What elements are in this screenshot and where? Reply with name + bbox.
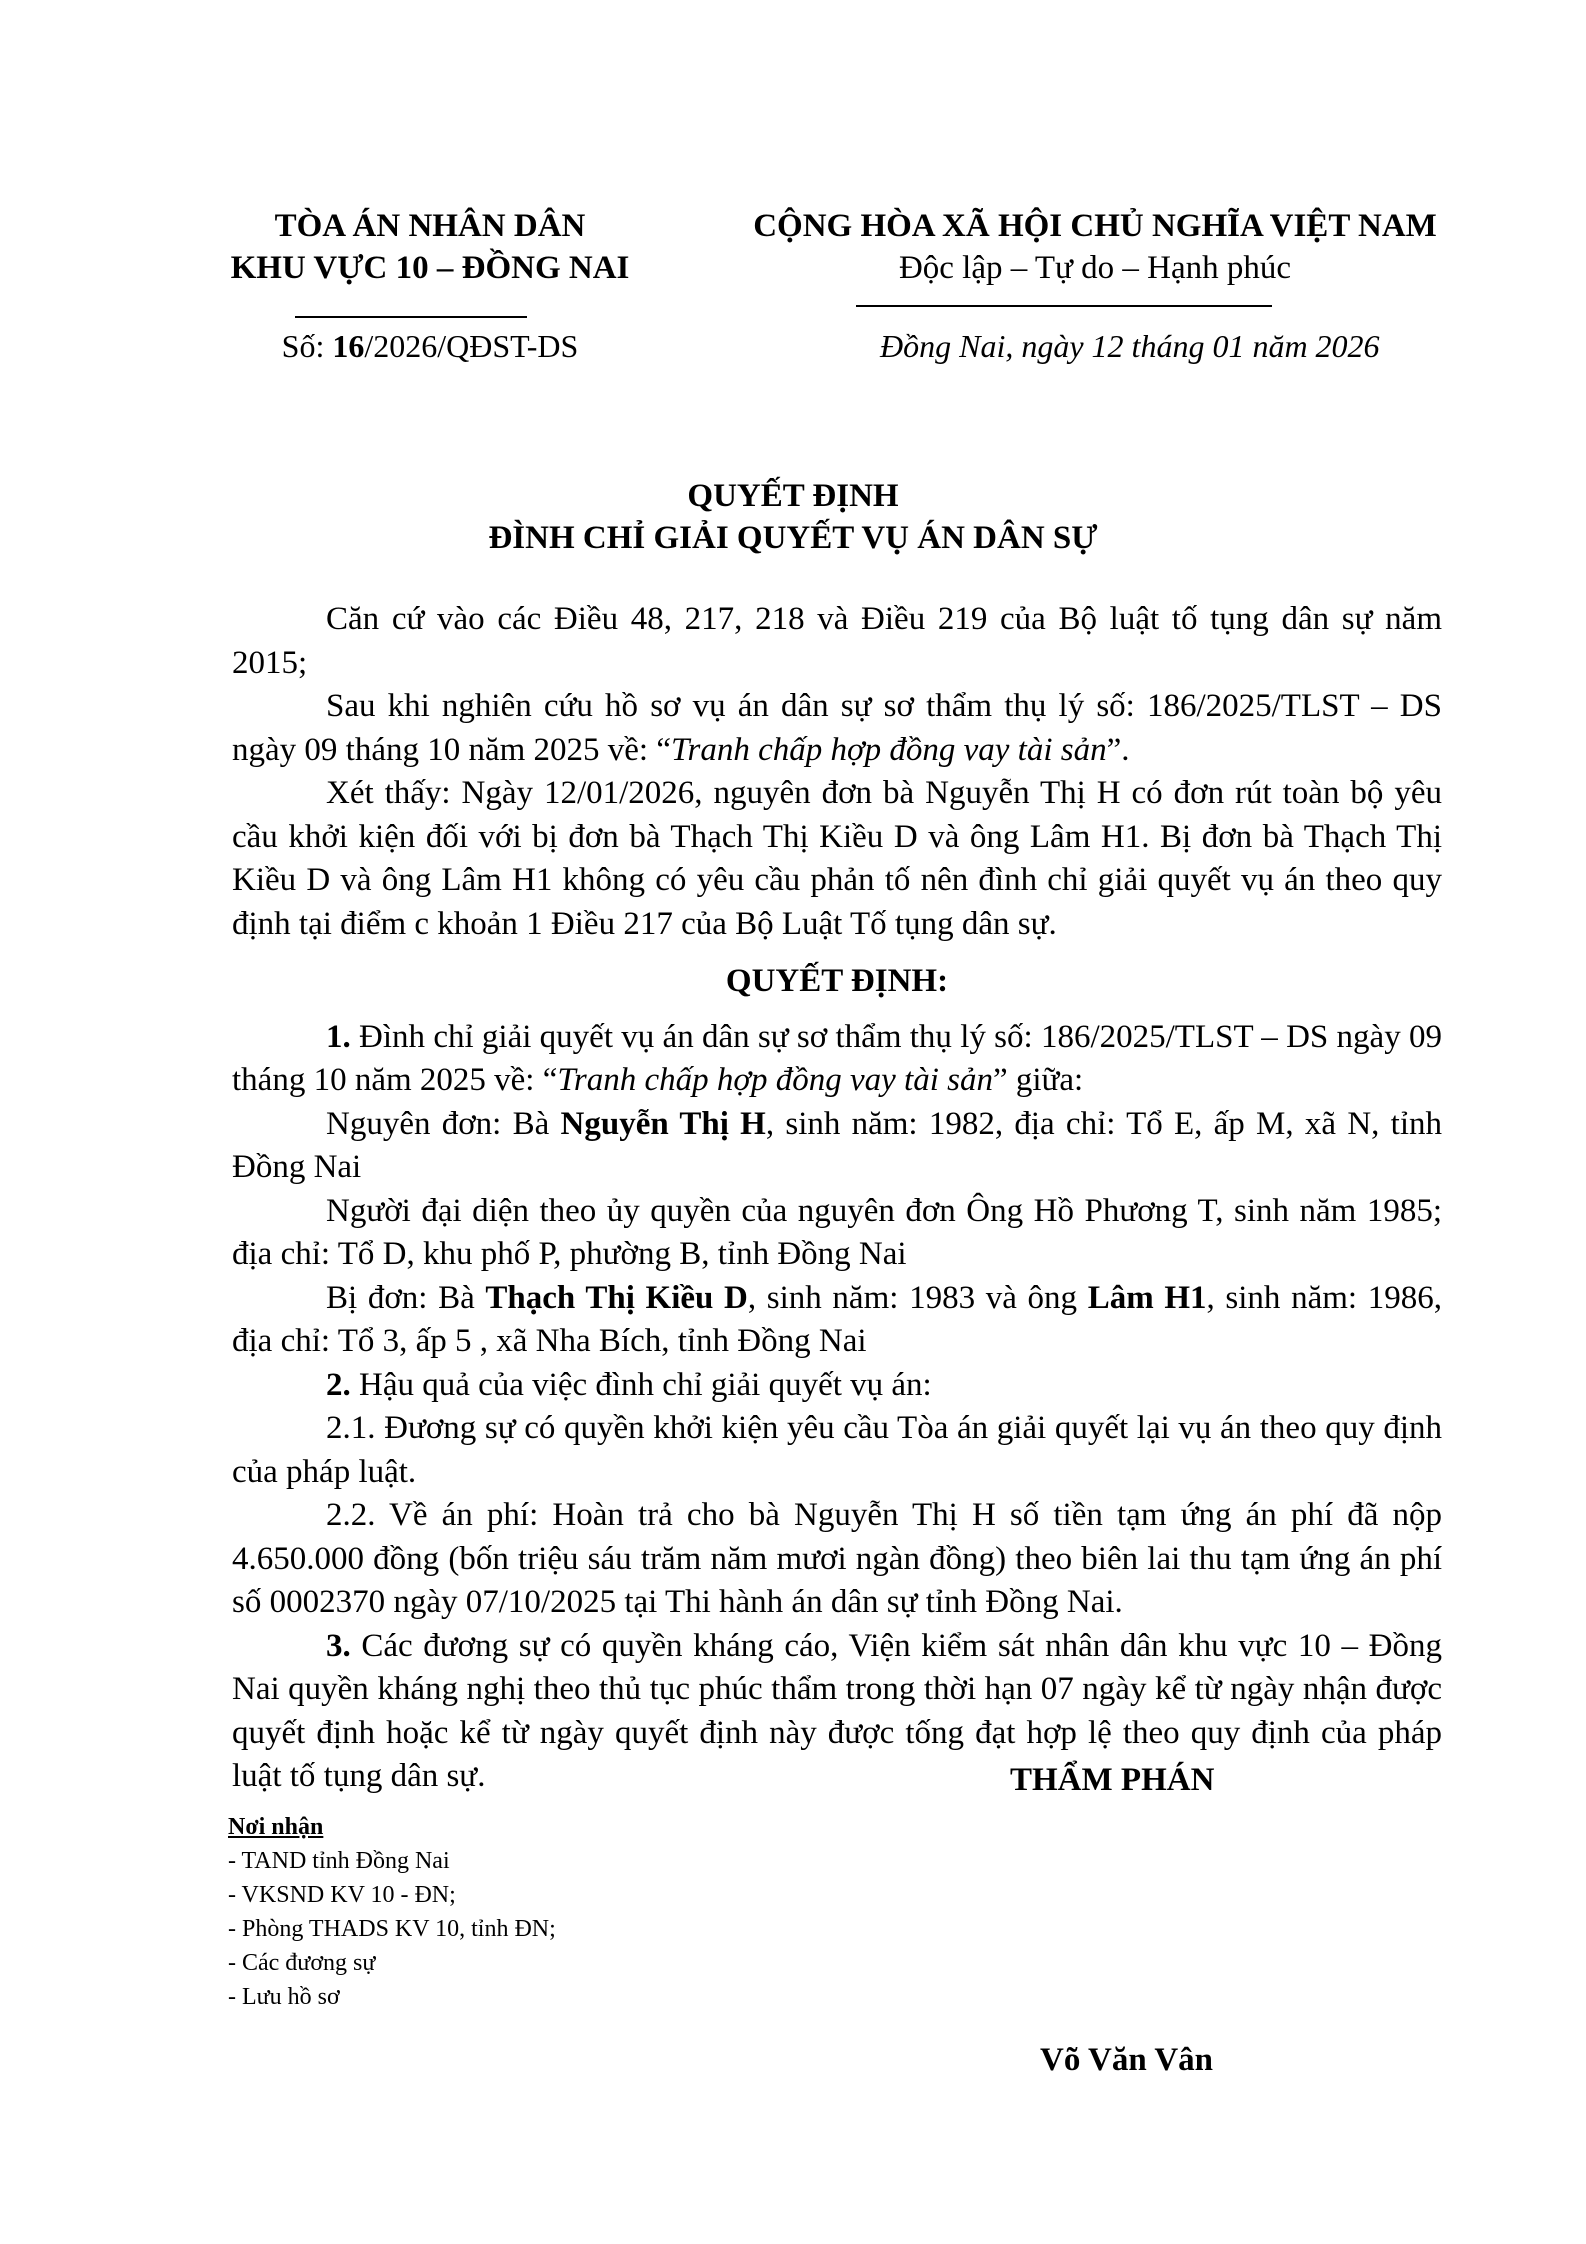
defendant-mid: , sinh năm: 1983 và ông xyxy=(747,1279,1088,1316)
national-motto: Độc lập – Tự do – Hạnh phúc xyxy=(898,250,1292,286)
recipient-item: - VKSND KV 10 - ĐN; xyxy=(228,1882,456,1908)
representative-info: Người đại diện theo ủy quyền của nguyên đơn Ông Hồ Phương T, sinh năm 1985; địa chỉ: Tổ D, khu phố P, phường B, tỉnh Đồng Nai xyxy=(232,1192,1442,1272)
item-1-number: 1. xyxy=(326,1018,351,1055)
item-3-number: 3. xyxy=(326,1627,351,1664)
recipient-item: - Các đương sự xyxy=(228,1950,376,1976)
plaintiff-info xyxy=(232,1103,1442,1190)
defendant-info xyxy=(232,1277,1442,1364)
item-2-text: Hậu quả của việc đình chỉ giải quyết vụ án: xyxy=(350,1366,932,1403)
preamble-legal-basis: Căn cứ vào các Điều 48, 217, 218 và Điều 219 của Bộ luật tố tụng dân sự năm 2015; xyxy=(232,601,1442,681)
defendant-name-1: Thạch Thị Kiều D xyxy=(485,1279,748,1316)
doc-number-suffix: /2026/QĐST-DS xyxy=(364,328,579,364)
plaintiff-name: Nguyễn Thị H xyxy=(560,1105,766,1142)
item-3-text: Các đương sự có quyền kháng cáo, Viện kiểm sát nhân dân khu vực 10 – Đồng Nai quyền kháng nghị theo thủ tục phúc thẩm trong thời hạn 07 ngày kể từ ngày nhận được quyết định hoặc kể từ ngày quyết định này được tống đạt hợp lệ theo quy định của pháp luật tố tụng dân sự. xyxy=(232,1627,1442,1794)
decision-item-1 xyxy=(232,1016,1442,1103)
decision-item-2 xyxy=(232,1364,1442,1408)
decision-item-2-1: 2.1. Đương sự có quyền khởi kiện yêu cầu Tòa án giải quyết lại vụ án theo quy định của pháp luật. xyxy=(232,1410,1442,1490)
decision-item-2-2: 2.2. Về án phí: Hoàn trả cho bà Nguyễn Thị H số tiền tạm ứng án phí đã nộp 4.650.000 đồng (bốn triệu sáu trăm năm mươi ngàn đồng) theo biên lai thu tạm ứng án phí số 0002370 ngày 07/10/2025 tại Thi hành án dân sự tỉnh Đồng Nai. xyxy=(232,1497,1442,1620)
plaintiff-details: , sinh năm: 1982, địa chỉ: Tổ E, ấp M, xã N, tỉnh Đồng Nai xyxy=(232,1105,1442,1185)
decision-heading: QUYẾT ĐỊNH: xyxy=(725,963,949,999)
item-1-end: ” giữa: xyxy=(992,1062,1084,1098)
court-header xyxy=(200,205,660,289)
court-header-divider xyxy=(295,316,527,318)
recipient-item: - TAND tỉnh Đồng Nai xyxy=(228,1848,450,1874)
national-header-divider xyxy=(856,305,1272,307)
decision-subtitle: ĐÌNH CHỈ GIẢI QUYẾT VỤ ÁN DÂN SỰ xyxy=(488,520,1098,556)
doc-number-prefix: Số: xyxy=(281,328,333,364)
decision-item-3 xyxy=(232,1625,1442,1799)
preamble-case-review xyxy=(232,685,1442,772)
recipient-item: - Phòng THADS KV 10, tỉnh ĐN; xyxy=(228,1916,556,1942)
national-title: CỘNG HÒA XÃ HỘI CHỦ NGHĨA VIỆT NAM xyxy=(753,208,1437,244)
item-1-text: Đình chỉ giải quyết vụ án dân sự sơ thẩm thụ lý số: 186/2025/TLST – DS ngày 09 tháng 10 năm 2025 về: “ xyxy=(232,1018,1442,1098)
recipients-list xyxy=(228,1810,556,2014)
signer-title: THẨM PHÁN xyxy=(1010,1762,1215,1798)
item-1-dispute-type: Tranh chấp hợp đồng vay tài sản xyxy=(557,1062,993,1098)
court-region: KHU VỰC 10 – ĐỒNG NAI xyxy=(230,250,630,286)
court-name: TÒA ÁN NHÂN DÂN xyxy=(274,208,586,244)
decision-title: QUYẾT ĐỊNH xyxy=(687,478,899,514)
signer-name: Võ Văn Vân xyxy=(1040,2042,1214,2078)
case-review-end: ”. xyxy=(1106,731,1130,768)
defendant-name-2: Lâm H1 xyxy=(1087,1279,1207,1316)
plaintiff-prefix: Nguyên đơn: Bà xyxy=(326,1105,561,1142)
place-date: Đồng Nai, ngày 12 tháng 01 năm 2026 xyxy=(880,328,1380,364)
defendant-details: , sinh năm: 1986, địa chỉ: Tổ 3, ấp 5 , xã Nha Bích, tỉnh Đồng Nai xyxy=(232,1279,1442,1359)
defendant-prefix: Bị đơn: Bà xyxy=(326,1279,486,1316)
national-header xyxy=(700,205,1490,289)
doc-number-bold: 16 xyxy=(332,328,365,364)
preamble-consideration: Xét thấy: Ngày 12/01/2026, nguyên đơn bà Nguyễn Thị H có đơn rút toàn bộ yêu cầu khởi kiện đối với bị đơn bà Thạch Thị Kiều D và ông Lâm H1. Bị đơn bà Thạch Thị Kiều D và ông Lâm H1 không có yêu cầu phản tố nên đình chỉ giải quyết vụ án theo quy định tại điểm c khoản 1 Điều 217 của Bộ Luật Tố tụng dân sự. xyxy=(232,775,1442,942)
recipients-title: Nơi nhận xyxy=(228,1814,324,1840)
document-body xyxy=(232,598,1442,1799)
case-dispute-type: Tranh chấp hợp đồng vay tài sản xyxy=(671,731,1107,768)
item-2-number: 2. xyxy=(326,1366,351,1403)
document-number xyxy=(200,328,660,365)
recipient-item: - Lưu hồ sơ xyxy=(228,1984,340,2010)
case-review-text: Sau khi nghiên cứu hồ sơ vụ án dân sự sơ thẩm thụ lý số: 186/2025/TLST – DS ngày 09 tháng 10 năm 2025 về: “ xyxy=(232,688,1442,768)
